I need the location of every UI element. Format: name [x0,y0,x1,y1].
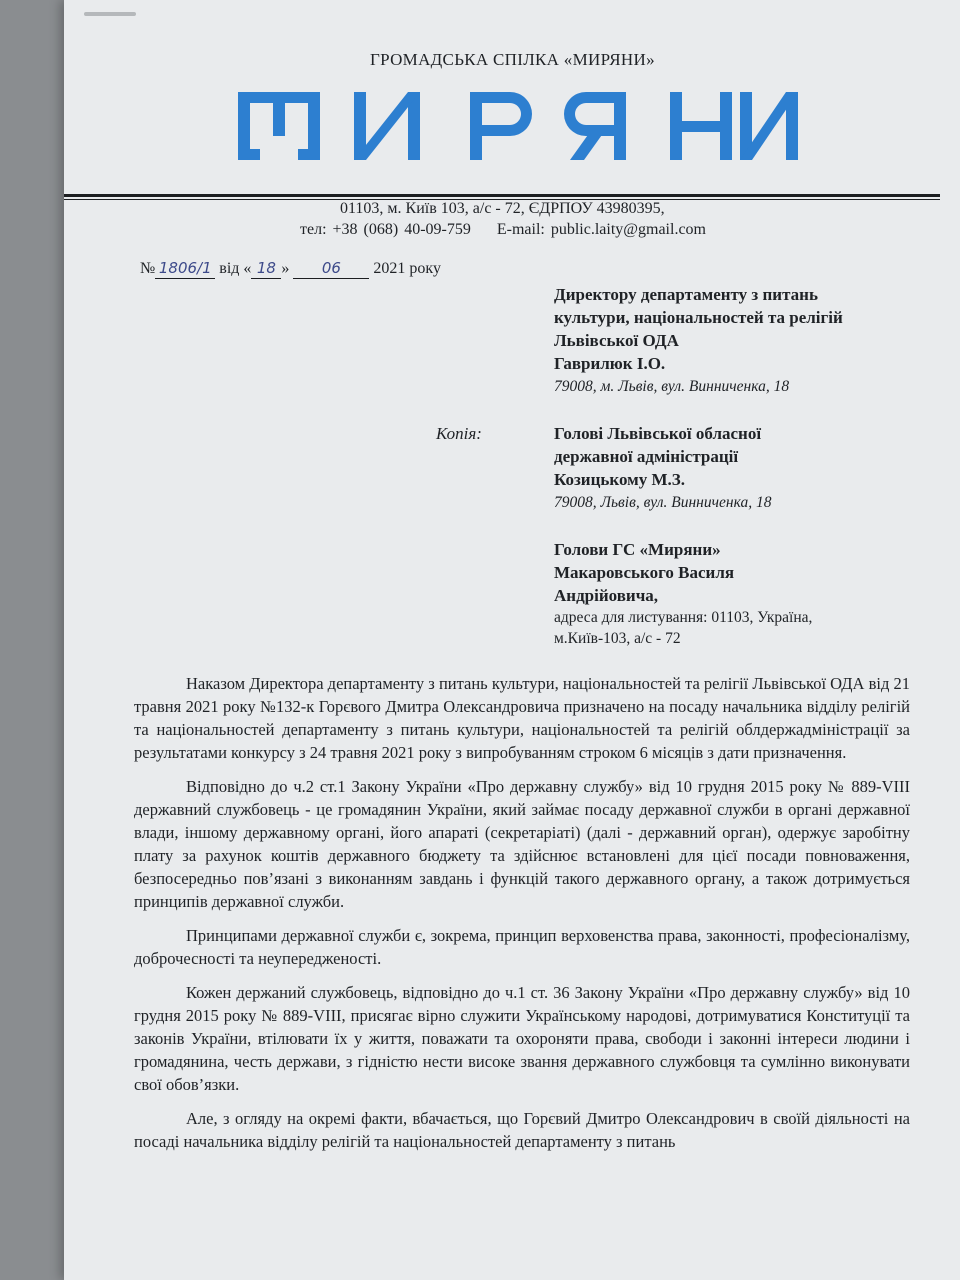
ref-day-suffix: » [281,260,290,277]
miriany-logo [238,82,798,170]
ref-year: 2021 року [373,260,441,277]
sender-address1: адреса для листування: 01103, Україна, [554,609,813,626]
body-paragraph: Але, з огляду на окремі факти, вбачається, що Горєвий Дмитро Олександрович в своїй діяльності на посаді начальника відділу релігій та національностей департаменту з питань [134,1109,910,1151]
body-paragraph: Наказом Директора департаменту з питань культури, національностей та релігії Львівської ОДА від 21 травня 2021 року №132-к Горєвого Дмитра Олександровича призначено на посаду начальника відділу релігій та національностей департаменту з питань культури, національностей та релігій облдержадміністрації за результатами конкурсу з 24 травня 2021 року з випробуванням строком 6 місяців з дати призначення. [134,674,910,762]
sender-line2: Макаровського Василя [554,563,735,582]
copy-line1: Голові Львівської обласної [554,424,762,443]
copy-line3: Козицькому М.З. [554,470,685,489]
org-email: E-mail: public.laity@gmail.com [496,221,706,238]
recipient-line3: Львівської ОДА [554,331,679,350]
ref-day-blank [251,259,281,279]
organization-name: ГРОМАДСЬКА СПІЛКА «МИРЯНИ» [370,50,655,69]
copy-address: 79008, Львів, вул. Винниченка, 18 [554,494,772,511]
recipient-line4: Гаврилюк І.О. [554,354,666,373]
letter-reference [140,259,441,279]
ref-date-prefix: від « [219,260,252,277]
copy-block [554,422,771,514]
sender-block [554,538,812,649]
sender-line3: Андрійовича, [554,586,659,605]
ref-number-blank [155,259,215,279]
header-rule [64,194,940,197]
recipient-line2: культури, національностей та релігій [554,308,843,327]
ref-number: 1806/1 [158,259,212,277]
ref-number-prefix: № [140,260,156,277]
staple-mark [84,12,136,16]
ref-month-blank [293,259,369,279]
body-paragraph: Відповідно до ч.2 ст.1 Закону України «Про державну службу» від 10 грудня 2015 року № 889-VIII державний службовець - це громадянин України, який займає посаду державної служби в органі державної влади, іншому державному органі, його апараті (секретаріаті) (далі - державний орган), одержує заробітну плату за рахунок коштів державного бюджету та здійснює встановлені для цієї посади повноваження, безпосередньо пов’язані з виконанням завдань і функцій такого державного органу, а також дотримується принципів державної служби. [134,777,910,911]
sender-address2: м.Київ-103, а/с - 72 [554,630,681,647]
body-paragraph: Кожен держаний службовець, відповідно до ч.1 ст. 36 Закону України «Про державну службу» від 10 грудня 2015 року № 889-VIII, присягає вірно служити Українському народові, дотримуватися Конституції та законів України, втілювати їх у життя, поважати та охороняти права, свободи і законні інтереси людини і громадянина, честь держави, з гідністю нести високе звання державного службовця та сумлінно виконувати свої обов’язки. [134,983,910,1094]
org-address: 01103, м. Київ 103, а/с - 72, ЄДРПОУ 43980395, [340,200,665,217]
copy-label: Копія: [436,424,482,443]
recipient-address: 79008, м. Львів, вул. Винниченка, 18 [554,378,790,395]
body-paragraph: Принципами державної служби є, зокрема, принцип верховенства права, законності, професіоналізму, доброчесності та неупередженості. [134,926,910,968]
org-phone: тел: +38 (068) 40-09-759 [300,221,471,238]
recipient-block [554,283,843,398]
ref-day: 18 [256,259,276,277]
recipient-line1: Директору департаменту з питань [554,285,818,304]
sender-line1: Голови ГС «Миряни» [554,540,721,559]
org-contacts [300,221,706,239]
copy-line2: державної адміністрації [554,447,739,466]
ref-month: 06 [321,259,341,277]
letter-body [134,672,910,1153]
